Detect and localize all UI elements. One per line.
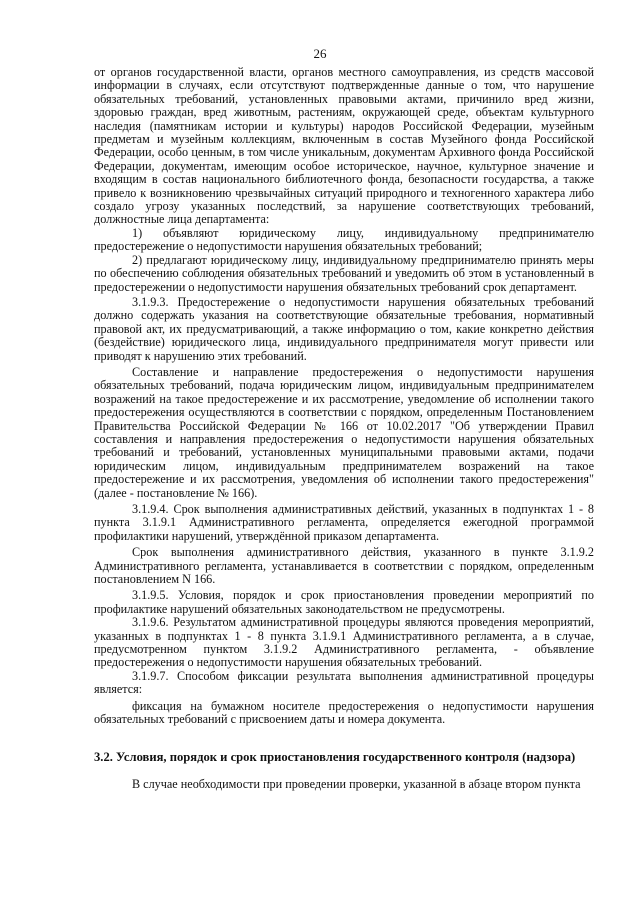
clause-3-1-9-4: 3.1.9.4. Срок выполнения административных действий, указанных в подпунктах 1 - 8 пункта 3.1.9.1 Административного регламента, определяется ежегодной программой профилактики нарушений, утверждённой приказом департамента. <box>94 502 594 543</box>
list-item-2: 2) предлагают юридическому лицу, индивидуальному предпринимателю принять меры по обеспечению соблюдения обязательных требований и уведомить об этом в установленный в предостережении о недопустимости нарушения обязательных требований срок департамент. <box>94 252 594 294</box>
paragraph-warning-procedure: Составление и направление предостережения о недопустимости нарушения обязательных требований, подача юридическим лицом, индивидуальным предпринимателем возражений на такое предостережение и их рассмотрение, уведомление об исполнении такого предостережения осуществляются в соответствии с порядком, определенным Постановлением Правительства Российской Федерации № 166 от 10.02.2017 "Об утверждении Правил составления и направления предостережения о недопустимости нарушения обязательных требований и требований, установленных муниципальными правовыми актами, подачи юридическим лицом, индивидуальным предпринимателем возражений на такое предостережение и их рассмотрения, уведомления об исполнении такого предостережения" (далее - постановление № 166). <box>94 364 594 500</box>
clause-3-1-9-7: 3.1.9.7. Способом фиксации результата выполнения административной процедуры является: <box>94 668 594 697</box>
paragraph-deadline: Срок выполнения административного действия, указанного в пункте 3.1.9.2 Административного регламента, устанавливается в соответствии с порядком, определенным постановлением N 166. <box>94 545 594 587</box>
clause-3-1-9-3: 3.1.9.3. Предостережение о недопустимости нарушения обязательных требований должно содержать указания на соответствующие обязательные требования, нормативный правовой акт, их предусматривающий, а также информацию о том, какие конкретно действия (бездействие) юридического лица, индивидуального предпринимателя могут привести или приводят к нарушению этих требований. <box>94 294 594 363</box>
paragraph-continuation: от органов государственной власти, органов местного самоуправления, из средств массовой информации в случаях, если отсутствуют подтвержденные данные о том, что нарушение обязательных требований, установленных правовыми актами, причинило вред жизни, здоровью граждан, вред животным, растениям, окружающей среде, объектам культурного наследия (памятникам истории и культуры) народов Российской Федерации, музейным предметам и музейным коллекциям, включенным в состав Музейного фонда Российской Федерации, особо ценным, в том числе уникальным, документам Архивного фонда Российской Федерации, документам, имеющим особое историческое, научное, культурное значение и входящим в состав национального библиотечного фонда, безопасности государства, а также привело к возникновению чрезвычайных ситуаций природного и техногенного характера либо создало угрозу указанных последствий, за нарушение соответствующих требований, должностные лица департамента: <box>94 65 594 227</box>
clause-3-1-9-5: 3.1.9.5. Условия, порядок и срок приостановления проведении мероприятий по профилактике нарушений обязательных законодательством не предусмотрены. <box>94 588 594 616</box>
paragraph-last: В случае необходимости при проведении проверки, указанной в абзаце втором пункта <box>132 776 581 791</box>
section-heading: 3.2. Условия, порядок и срок приостановления государственного контроля (надзора) <box>94 749 576 764</box>
paragraph-fixation: фиксация на бумажном носителе предостережения о недопустимости нарушения обязательных требований с присвоением даты и номера документа. <box>94 698 594 727</box>
document-body <box>94 66 594 791</box>
page-number: 26 <box>313 46 327 61</box>
list-item-1: 1) объявляют юридическому лицу, индивидуальному предпринимателю предостережение о недопустимости нарушения обязательных требований; <box>94 225 594 254</box>
clause-3-1-9-6: 3.1.9.6. Результатом административной процедуры являются проведения мероприятий, указанных в подпунктах 1 - 8 пункта 3.1.9.1 Административного регламента, а в случае, предусмотренном пунктом 3.1.9.2 Административного регламента, - объявление предостережения о недопустимости нарушения обязательных требований. <box>94 615 594 670</box>
